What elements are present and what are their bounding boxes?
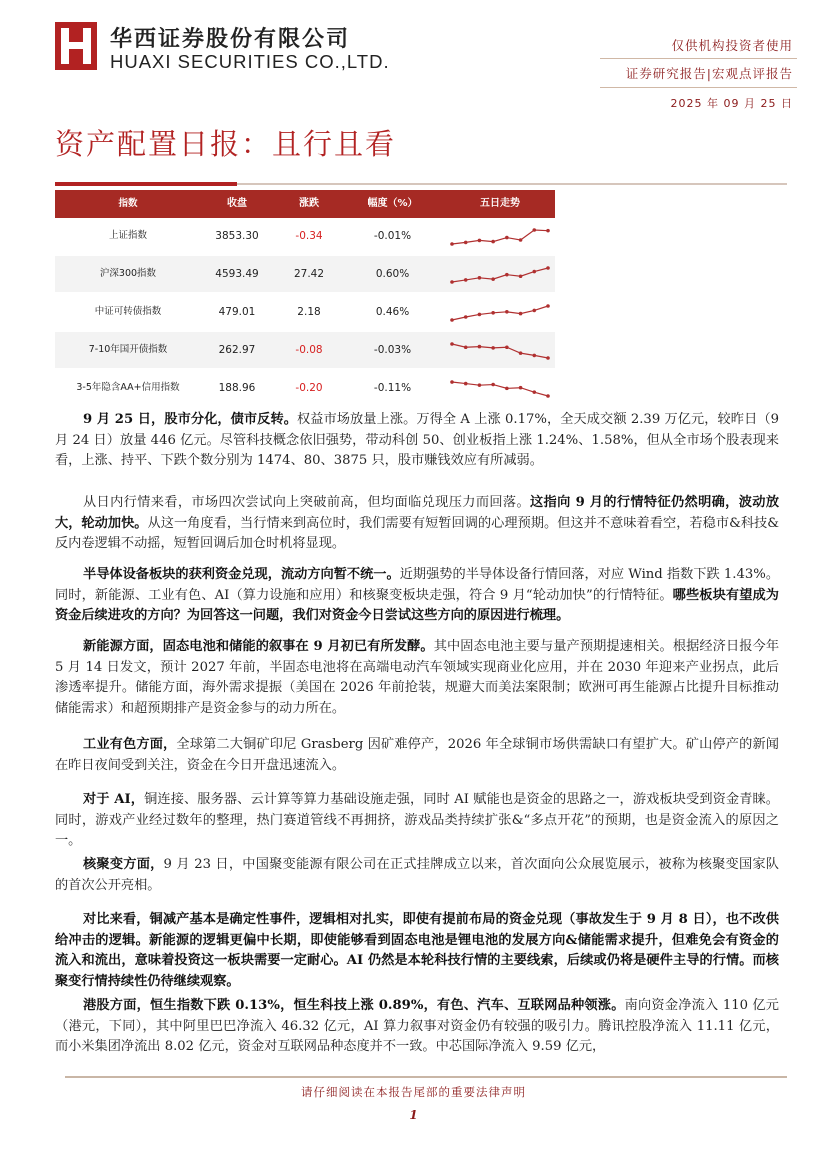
pct-value: 0.60% bbox=[375, 268, 410, 280]
change-value: 2.18 bbox=[297, 306, 321, 318]
trend-point bbox=[450, 280, 454, 284]
body-paragraph bbox=[55, 735, 779, 776]
trend-point bbox=[464, 315, 468, 319]
trend-point bbox=[450, 380, 454, 384]
trend-point bbox=[532, 309, 536, 313]
emphasis-text: 对比来看，铜减产基本是确定性事件，逻辑相对扎实，即使有提前布局的资金兑现（事故发生于 9 月 8 日），也不改供给冲击的逻辑。新能源的逻辑更偏中长期，即使能够看到固态电池是锂电池的发展方向&储能需求提升，但难免会有资金的流入和流出，意味着投资这一板块需要一定耐心。AI 仍然是本轮科技行情的主要线索，后续或仍将是硬件主导的行情。而核聚变行情持续性仍待继续观察。 bbox=[55, 912, 779, 989]
company-name-cn: 华西证券股份有限公司 bbox=[110, 27, 351, 52]
trend-point bbox=[546, 304, 550, 308]
table-row bbox=[55, 370, 555, 406]
index-name: 3-5年隐含AA+信用指数 bbox=[76, 382, 180, 393]
pct-value: 0.46% bbox=[375, 306, 410, 318]
table-row bbox=[55, 218, 555, 254]
page-number: 1 bbox=[409, 1108, 418, 1122]
trend-point bbox=[519, 386, 523, 390]
change-value: -0.34 bbox=[295, 230, 323, 242]
trend-point bbox=[491, 240, 495, 244]
change-value: -0.20 bbox=[295, 382, 323, 394]
trend-sparkline bbox=[448, 336, 552, 364]
footer-rule bbox=[65, 1076, 787, 1078]
trend-point bbox=[532, 270, 536, 274]
body-paragraph bbox=[55, 855, 779, 896]
trend-point bbox=[491, 277, 495, 281]
body-paragraph bbox=[55, 790, 779, 852]
emphasis-text: 哪些板块有望成为资金后续进攻的方向？为回答这一问题，我们对资金今日尝试这些方向的原因进行梳理。 bbox=[55, 587, 779, 623]
company-name-en: HUAXI SECURITIES CO.,LTD. bbox=[110, 51, 390, 72]
emphasis-text: 港股方面，恒生指数下跌 0.13%，恒生科技上涨 0.89%，有色、汽车、互联网品种领涨。 bbox=[83, 998, 625, 1013]
trend-point bbox=[532, 354, 536, 358]
header-divider bbox=[600, 58, 797, 59]
trend-sparkline bbox=[448, 222, 552, 250]
paragraph-text: 从这一角度看，当行情来到高位时，我们需要有短暂回调的心理预期。但这并不意味着看空，若稳市&科技&反内卷逻辑不动摇，短暂回调后加仓时机将显现。 bbox=[55, 515, 780, 551]
trend-point bbox=[546, 394, 550, 398]
trend-point bbox=[478, 276, 482, 280]
trend-point bbox=[505, 236, 509, 240]
report-title: 资产配置日报：且行且看 bbox=[55, 127, 397, 161]
trend-point bbox=[532, 228, 536, 232]
trend-point bbox=[464, 345, 468, 349]
trend-point bbox=[546, 266, 550, 270]
table-header bbox=[55, 190, 555, 218]
emphasis-text: 核聚变方面， bbox=[83, 857, 164, 872]
emphasis-text: 这指向 9 月的行情特征仍然明确，波动放大，轮动加快。 bbox=[55, 495, 780, 531]
paragraph-text: 全球第二大铜矿印尼 Grasberg 因矿难停产，2026 年全球铜市场供需缺口有望扩大。矿山停产的新闻在昨日夜间受到关注，资金在今日开盘迅速流入。 bbox=[55, 737, 779, 773]
market-table bbox=[55, 190, 555, 394]
close-value: 188.96 bbox=[218, 382, 256, 394]
header-index: 指数 bbox=[118, 198, 138, 209]
index-name: 7-10年国开债指数 bbox=[88, 344, 168, 355]
close-value: 479.01 bbox=[218, 306, 256, 318]
emphasis-text: 新能源方面，固态电池和储能的叙事在 9 月初已有所发酵。 bbox=[83, 639, 434, 654]
trend-point bbox=[450, 342, 454, 346]
trend-point bbox=[505, 345, 509, 349]
header-change: 涨跌 bbox=[299, 198, 319, 209]
emphasis-text: 9 月 25 日，股市分化，债市反转。 bbox=[83, 412, 297, 427]
trend-point bbox=[519, 274, 523, 278]
trend-point bbox=[464, 278, 468, 282]
trend-point bbox=[491, 346, 495, 350]
body-paragraph bbox=[55, 565, 779, 627]
audience-label: 仅供机构投资者使用 bbox=[671, 38, 793, 53]
trend-point bbox=[450, 242, 454, 246]
trend-point bbox=[491, 383, 495, 387]
trend-point bbox=[519, 238, 523, 242]
change-value: 27.42 bbox=[293, 268, 325, 280]
trend-point bbox=[464, 241, 468, 245]
body-paragraph bbox=[55, 637, 779, 719]
report-date: 2025 年 09 月 25 日 bbox=[670, 97, 793, 110]
emphasis-text: 工业有色方面， bbox=[83, 737, 177, 752]
trend-point bbox=[546, 356, 550, 360]
paragraph-text: 近期强势的半导体设备行情回落，对应 Wind 指数下跌 1.43%。同时，新能源、工业有色、AI（算力设施和应用）和核聚变板块走强，符合 9 月“轮动加快”的行情特征。 bbox=[55, 567, 780, 603]
index-name: 沪深300指数 bbox=[99, 268, 157, 279]
trend-point bbox=[505, 387, 509, 391]
trend-sparkline bbox=[448, 374, 552, 402]
paragraph-text: 其中固态电池主要与量产预期提速相关。根据经济日报今年 5 月 14 日发文，预计 2027 年前，半固态电池将在高端电动汽车领域实现商业化应用，并在 2030 年迎来产业拐点，此后渗透率提升。储能方面，海外需求提振（美国在 2026 年前抢装，规避大而美法案限制；欧洲可再生能源占比提升目标推动储能需求）和超预期排产是资金参与的动力所在。 bbox=[55, 639, 780, 716]
table-row bbox=[55, 332, 555, 368]
close-value: 4593.49 bbox=[215, 268, 259, 280]
trend-point bbox=[478, 383, 482, 387]
trend-sparkline bbox=[448, 298, 552, 326]
trend-point bbox=[519, 351, 523, 355]
trend-sparkline bbox=[448, 260, 552, 288]
close-value: 3853.30 bbox=[215, 230, 259, 242]
paragraph-text: 9 月 23 日，中国聚变能源有限公司在正式挂牌成立以来，首次面向公众展览展示，被称为核聚变国家队的首次公开亮相。 bbox=[55, 857, 779, 893]
body-paragraph bbox=[55, 996, 779, 1058]
paragraph-text: 从日内行情来看，市场四次尝试向上突破前高，但均面临兑现压力而回落。 bbox=[83, 495, 531, 510]
title-rule bbox=[55, 182, 237, 186]
trend-point bbox=[478, 345, 482, 349]
trend-point bbox=[519, 312, 523, 316]
paragraph-text: 铜连接、服务器、云计算等算力基础设施走强，同时 AI 赋能也是资金的思路之一，游戏板块受到资金青睐。同时，游戏产业经过数年的整理，热门赛道管线不再拥挤，游戏品类持续扩张&“多点开花”的预期，也是资金流入的原因之一。 bbox=[55, 792, 779, 848]
pct-value: -0.11% bbox=[373, 382, 412, 394]
close-value: 262.97 bbox=[218, 344, 256, 356]
body-paragraph bbox=[55, 493, 779, 555]
header-pct: 幅度（%） bbox=[367, 198, 418, 209]
header-divider bbox=[600, 87, 797, 88]
footer-disclaimer: 请仔细阅读在本报告尾部的重要法律声明 bbox=[301, 1085, 526, 1099]
trend-point bbox=[464, 382, 468, 386]
body-paragraph bbox=[55, 410, 779, 472]
title-rule-extension bbox=[237, 183, 787, 185]
pct-value: -0.03% bbox=[373, 344, 412, 356]
trend-point bbox=[505, 310, 509, 314]
trend-point bbox=[491, 311, 495, 315]
emphasis-text: 半导体设备板块的获利资金兑现，流动方向暂不统一。 bbox=[83, 567, 400, 582]
trend-point bbox=[505, 273, 509, 277]
table-row bbox=[55, 256, 555, 292]
trend-point bbox=[478, 239, 482, 243]
report-category: 证券研究报告|宏观点评报告 bbox=[625, 66, 793, 81]
index-name: 上证指数 bbox=[108, 230, 147, 241]
paragraph-text: 权益市场放量上涨。万得全 A 上涨 0.17%，全天成交额 2.39 万亿元，较昨日（9 月 24 日）放量 446 亿元。尽管科技概念依旧强势，带动科创 50、创业板指上涨 1.24%、1.58%，但从全市场个股表现来看，上涨、持平、下跌个数分别为 1474、80、3875 只，股市赚钱效应有所减弱。 bbox=[55, 412, 779, 468]
trend-point bbox=[450, 318, 454, 322]
huaxi-logo-icon bbox=[55, 22, 97, 70]
header-trend: 五日走势 bbox=[480, 198, 520, 209]
pct-value: -0.01% bbox=[373, 230, 412, 242]
trend-point bbox=[478, 313, 482, 317]
trend-point bbox=[532, 390, 536, 394]
paragraph-text: 南向资金净流入 110 亿元（港元，下同），其中阿里巴巴净流入 46.32 亿元，AI 算力叙事对资金仍有较强的吸引力。腾讯控股净流入 11.11 亿元，而小米集团净流出 8.02 亿元，资金对互联网品种态度并不一致。中芯国际净流入 9.59 亿元， bbox=[55, 998, 779, 1054]
trend-point bbox=[546, 229, 550, 233]
index-name: 中证可转债指数 bbox=[94, 306, 162, 317]
change-value: -0.08 bbox=[295, 344, 323, 356]
header-close: 收盘 bbox=[227, 198, 247, 209]
table-row bbox=[55, 294, 555, 330]
body-paragraph bbox=[55, 910, 779, 992]
emphasis-text: 对于 AI， bbox=[83, 792, 145, 807]
